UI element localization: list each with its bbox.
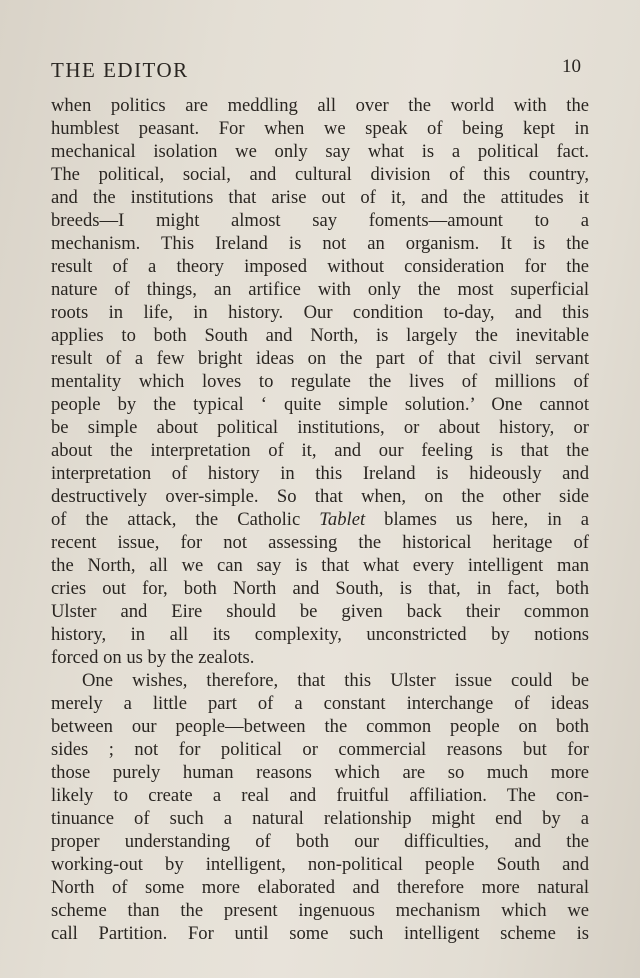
text-line: The political, social, and cultural division of this country, <box>51 164 589 185</box>
text-line: North of some more elaborated and therefore more natural <box>51 877 589 898</box>
text-segment: of the attack, the Catholic <box>51 509 320 530</box>
page-number: 10 <box>562 56 581 77</box>
text-line: about the interpretation of it, and our feeling is that the <box>51 440 589 461</box>
text-line: mechanism. This Ireland is not an organism. It is the <box>51 233 589 254</box>
text-line: result of a theory imposed without consideration for the <box>51 256 589 277</box>
text-line: tinuance of such a natural relationship might end by a <box>51 808 589 829</box>
text-line: people by the typical ‘ quite simple solution.’ One cannot <box>51 394 589 415</box>
text-line: destructively over-simple. So that when, on the other side <box>51 486 589 507</box>
text-line: mechanical isolation we only say what is a political fact. <box>51 141 589 162</box>
text-line: scheme than the present ingenuous mechanism which we <box>51 900 589 921</box>
text-line: merely a little part of a constant interchange of ideas <box>51 693 589 714</box>
text-line: cries out for, both North and South, is that, in fact, both <box>51 578 589 599</box>
text-line: proper understanding of both our difficulties, and the <box>51 831 589 852</box>
text-line: between our people—between the common people on both <box>51 716 589 737</box>
text-line-paragraph-start: One wishes, therefore, that this Ulster issue could be <box>82 670 589 691</box>
text-line: result of a few bright ideas on the part of that civil servant <box>51 348 589 369</box>
text-segment: blames us here, in a <box>365 509 589 530</box>
publication-title: Tablet <box>319 509 366 530</box>
text-line: humblest peasant. For when we speak of being kept in <box>51 118 589 139</box>
text-line: be simple about political institutions, or about history, or <box>51 417 589 438</box>
text-line: call Partition. For until some such intelligent scheme is <box>51 923 589 944</box>
text-line: working-out by intelligent, non-political people South and <box>51 854 589 875</box>
text-line-paragraph-end: forced on us by the zealots. <box>51 647 255 668</box>
text-line: roots in life, in history. Our condition to-day, and this <box>51 302 589 323</box>
running-head: THE EDITOR <box>51 58 189 82</box>
text-line: breeds—I might almost say foments—amount to a <box>51 210 589 231</box>
text-line: interpretation of history in this Ireland is hideously and <box>51 463 589 484</box>
text-line: nature of things, an artifice with only the most superficial <box>51 279 589 300</box>
text-line: recent issue, for not assessing the historical heritage of <box>51 532 589 553</box>
text-line: those purely human reasons which are so much more <box>51 762 589 783</box>
text-line: sides ; not for political or commercial reasons but for <box>51 739 589 760</box>
text-line: when politics are meddling all over the world with the <box>51 95 589 116</box>
text-line: likely to create a real and fruitful affiliation. The con- <box>51 785 589 806</box>
text-line: history, in all its complexity, unconstricted by notions <box>51 624 589 645</box>
text-line-with-italic <box>51 509 589 531</box>
text-line: the North, all we can say is that what every intelligent man <box>51 555 589 576</box>
text-line: and the institutions that arise out of it, and the attitudes it <box>51 187 589 208</box>
text-line: applies to both South and North, is largely the inevitable <box>51 325 589 346</box>
text-line: Ulster and Eire should be given back their common <box>51 601 589 622</box>
text-line: mentality which loves to regulate the lives of millions of <box>51 371 589 392</box>
